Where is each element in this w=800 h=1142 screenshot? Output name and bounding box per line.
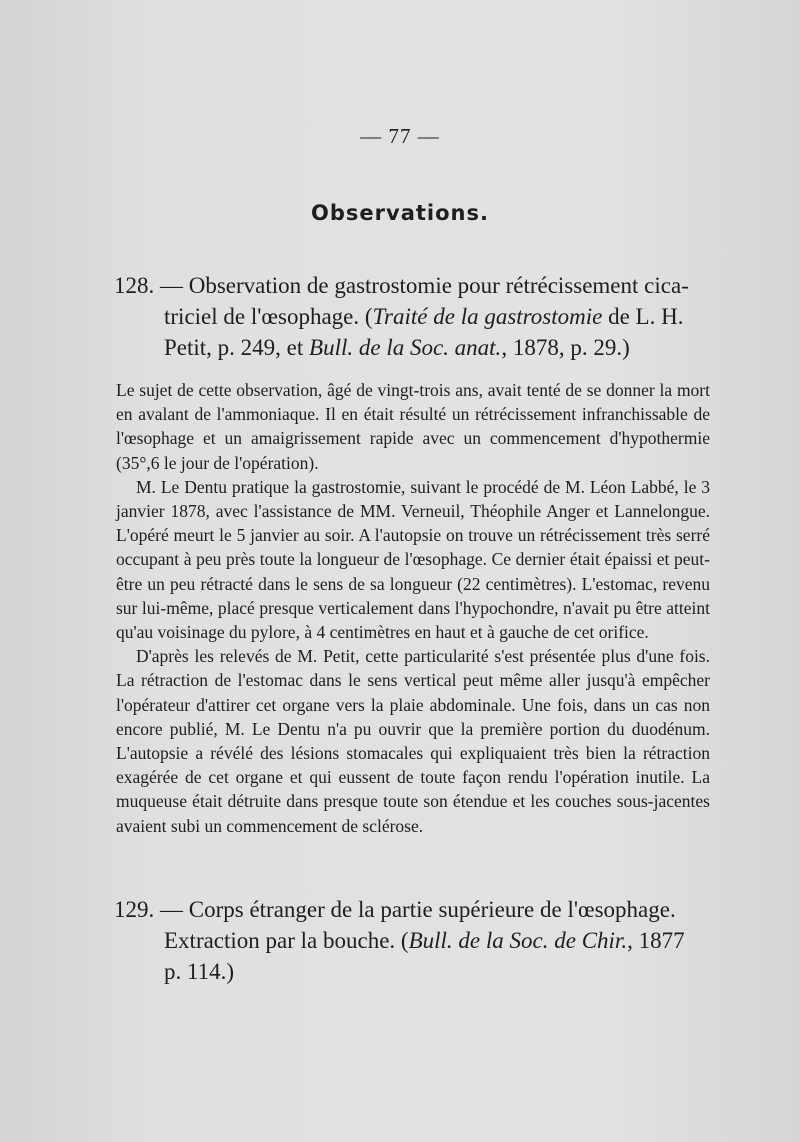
observation-128-line2-author: de L. H. xyxy=(602,304,684,329)
observation-129-line2-text: Extraction par la bouche. ( xyxy=(164,928,409,953)
observation-128-heading-line2 xyxy=(114,301,718,332)
section-title: Observations. xyxy=(311,201,489,225)
observation-128-line3-citation: , 1878, p. 29.) xyxy=(501,335,630,360)
observation-129-heading-line3: p. 114.) xyxy=(164,959,235,984)
observation-128-bulletin-title: Bull. de la Soc. anat. xyxy=(309,335,502,360)
observation-128-heading xyxy=(114,270,718,363)
observation-129-source-title: Bull. de la Soc. de Chir. xyxy=(408,928,628,953)
observation-128-body xyxy=(116,378,710,838)
page-number: — 77 — xyxy=(360,124,440,148)
observation-129-line2-year: , 1877 xyxy=(627,928,685,953)
body-paragraph-3: D'après les relevés de M. Petit, cette particularité s'est présentée plus d'une fois. La rétraction de l'estomac dans le sens vertical peut même aller jusqu'à empêcher l'opérateur d'attirer cet organe vers la plaie abdominale. Une fois, dans un cas non encore publié, M. Le Dentu n'a pu ouvrir que la première portion du duodénum. L'autopsie a révélé des lésions stomacales qui expliquaient très bien la rétraction exagérée de cet organe et qui eussent de toute façon rendu l'opération inutile. La muqueuse était détruite dans presque toute son étendue et les couches sous-jacentes avaient subi un commencement de sclérose. xyxy=(116,646,710,836)
body-paragraph-2: M. Le Dentu pratique la gastrostomie, suivant le procédé de M. Léon Labbé, le 3 janvier 1878, avec l'assistance de MM. Verneuil, Théophile Anger et Lannelongue. L'opéré meurt le 5 janvier au soir. A l'autopsie on trouve un rétrécissement très serré occupant à peu près toute la longueur de l'œsophage. Ce dernier était épaissi et peut-être un peu rétracté dans le sens de sa longueur (22 centimètres). L'estomac, revenu sur lui-même, placé presque verticalement dans l'hypochondre, n'avait pu être atteint qu'au voisinage du pylore, à 4 centimètres en haut et à gauche de cet orifice. xyxy=(116,476,710,643)
observation-128-heading-line1: 128. — Observation de gastrostomie pour rétrécissement cica- xyxy=(114,273,689,298)
observation-128-line2-text: triciel de l'œsophage. ( xyxy=(164,304,373,329)
observation-129-heading xyxy=(114,894,718,987)
observation-128-heading-line3 xyxy=(114,332,718,363)
body-paragraph-1: Le sujet de cette observation, âgé de vingt-trois ans, avait tenté de se donner la mort en avalant de l'ammoniaque. Il en était résulté un rétrécissement infranchissable de l'œsophage et un amaigrissement rapide avec un commencement d'hypothermie (35°,6 le jour de l'opération). xyxy=(116,380,710,473)
observation-129-heading-line2 xyxy=(114,925,718,956)
observation-129-heading-line1: 129. — Corps étranger de la partie supérieure de l'œsophage. xyxy=(114,897,676,922)
observation-128-line3-text: Petit, p. 249, et xyxy=(164,335,310,360)
observation-128-source-title: Traité de la gastrostomie xyxy=(372,304,603,329)
